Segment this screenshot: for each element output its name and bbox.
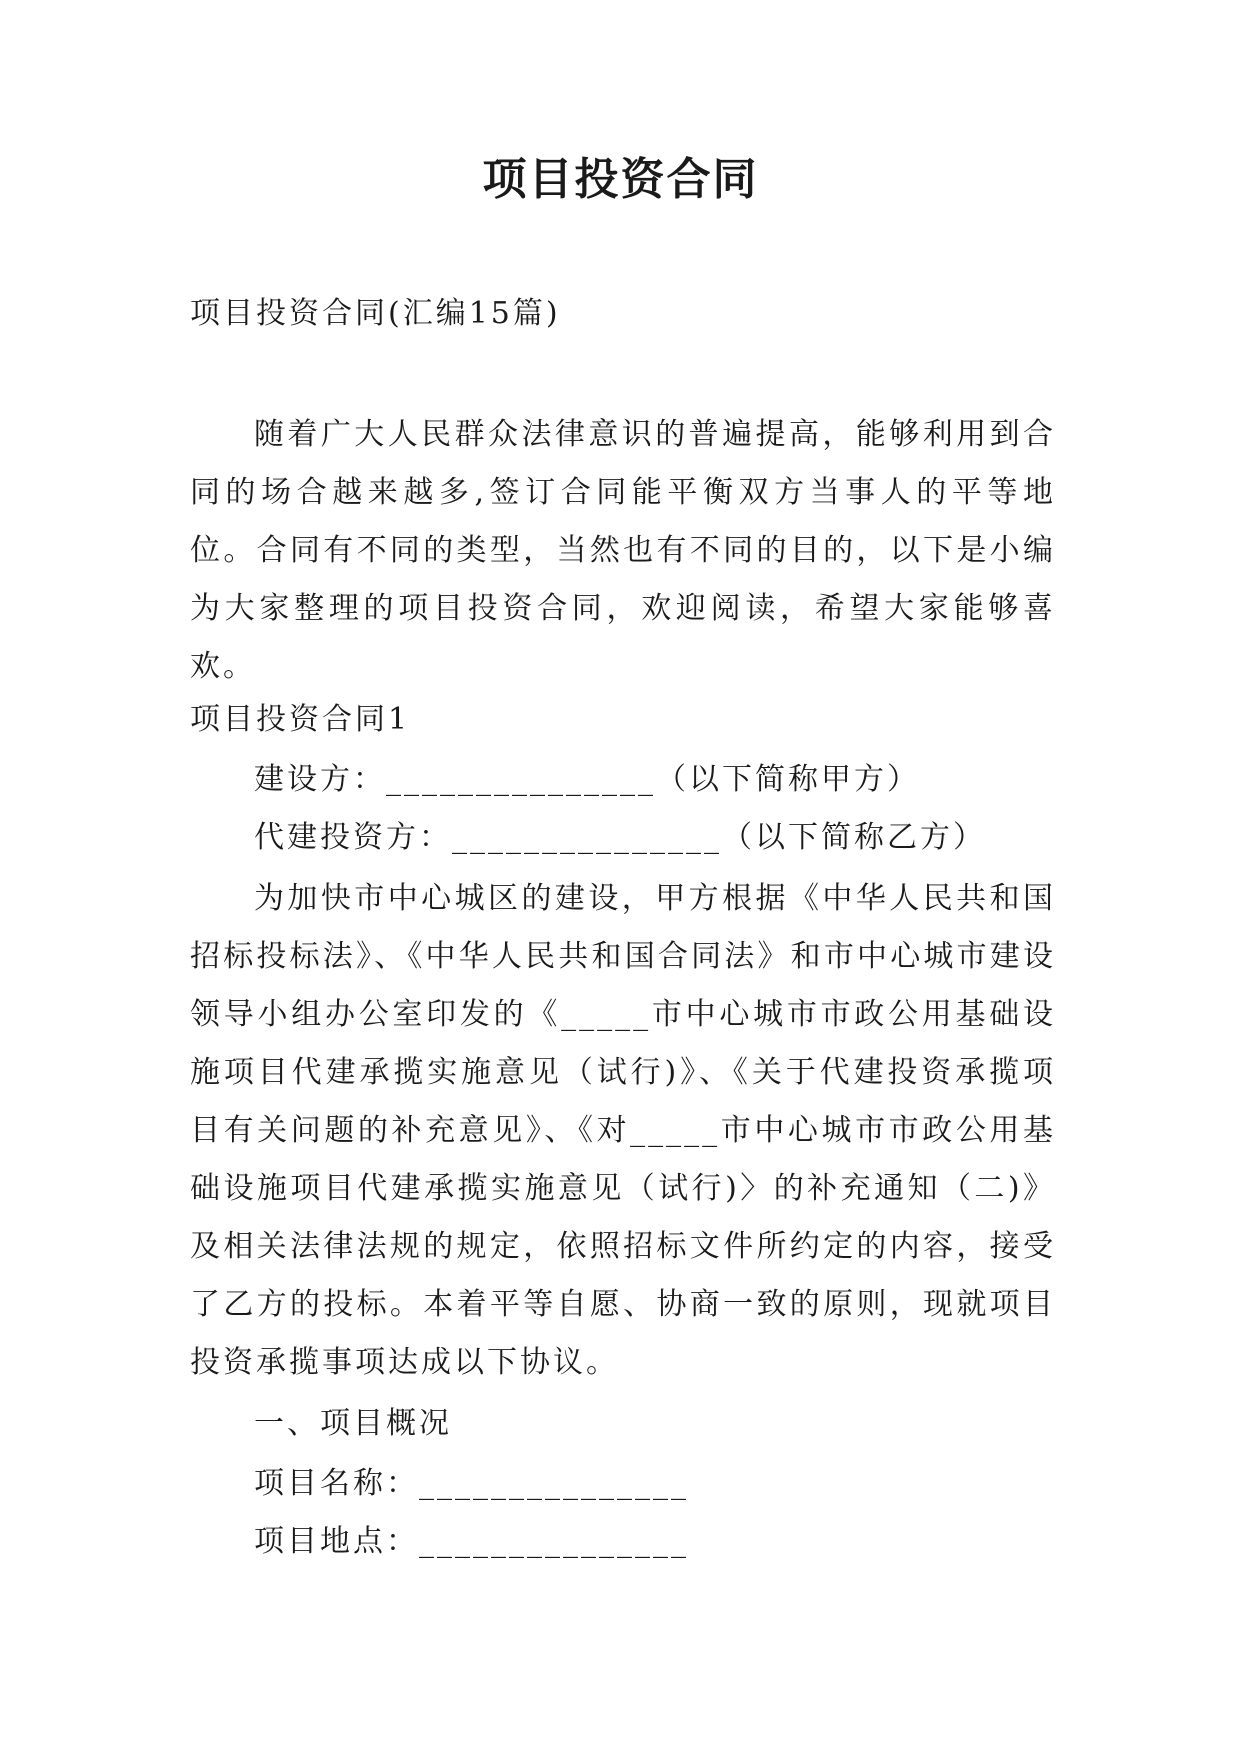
intro-paragraph: 随着广大人民群众法律意识的普遍提高，能够利用到合同的场合越来越多,签订合同能平衡双方当事人的平等地位。合同有不同的类型，当然也有不同的目的，以下是小编为大家整理的项目投资合同，欢迎阅读，希望大家能够喜欢。 <box>190 417 1056 684</box>
main-paragraph: 为加快市中心城区的建设，甲方根据《中华人民共和国招标投标法》、《中华人民共和国合同法》和市中心城市建设领导小组办公室印发的《_____市中心城市市政公用基础设施项目代建承揽实施意见（试行)》、《关于代建投资承揽项目有关问题的补充意见》、《对_____市中心城市市政公用基础设施项目代建承揽实施意见（试行)〉的补充通知（二)》及相关法律法规的规定，依照招标文件所约定的内容，接受了乙方的投标。本着平等自愿、协商一致的原则，现就项目投资承揽事项达成以下协议。 <box>190 881 1056 1380</box>
overview-heading: 一、项目概况 <box>254 1406 452 1441</box>
builder-line: 建设方：_______________（以下简称甲方） <box>254 762 920 797</box>
project-name-line: 项目名称：_______________ <box>254 1466 689 1501</box>
project-site-line: 项目地点：_______________ <box>254 1524 689 1559</box>
section-title: 项目投资合同1 <box>190 702 411 737</box>
investor-line: 代建投资方：_______________（以下简称乙方） <box>254 820 986 855</box>
document-title: 项目投资合同 <box>482 154 759 205</box>
document-subtitle: 项目投资合同(汇编15篇) <box>190 296 561 331</box>
